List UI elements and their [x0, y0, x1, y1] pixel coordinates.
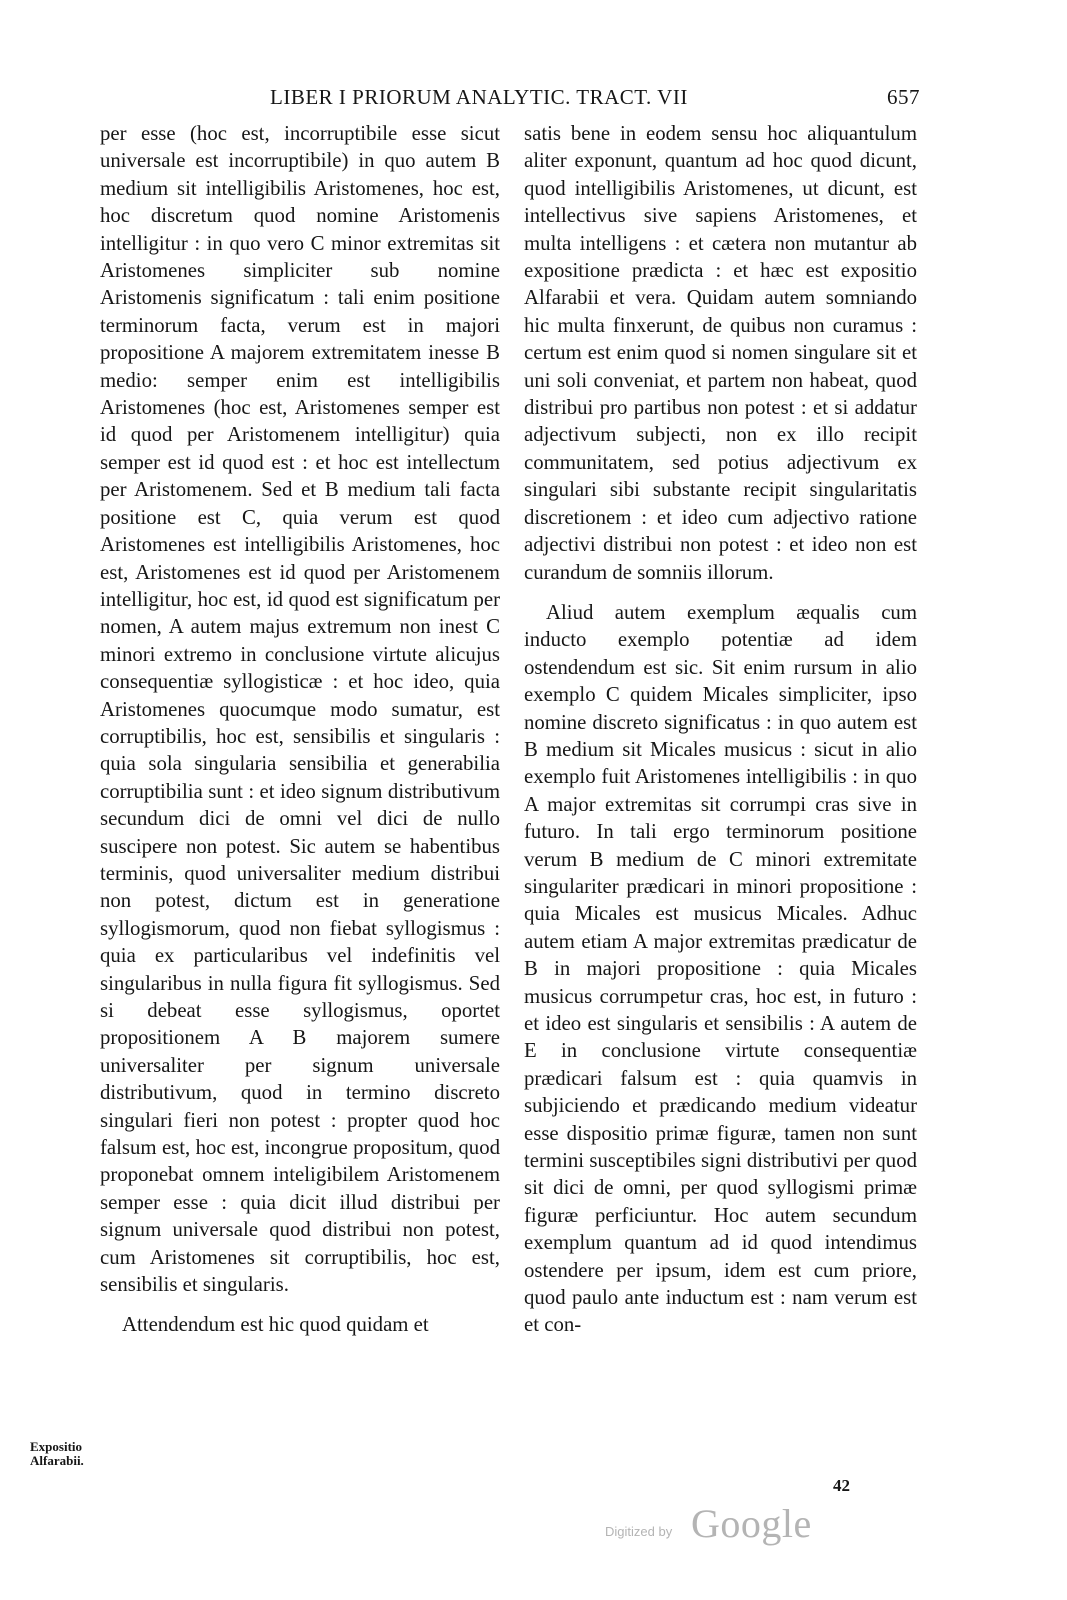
digitized-watermark — [605, 1500, 835, 1550]
running-head — [270, 80, 920, 114]
marginal-note — [30, 1440, 100, 1468]
left-column — [100, 120, 500, 1339]
marginal-note-line: Alfarabii. — [30, 1453, 84, 1468]
signature-mark: 42 — [833, 1476, 850, 1495]
right-column — [524, 120, 917, 1339]
paragraph: Attendendum est hic quod quidam et — [122, 1313, 429, 1337]
paragraph: satis bene in eodem sensu hoc aliquantulum aliter exponunt, quantum ad hoc quod dicunt, quod intelligibilis Aristomenes, ut dicunt, est intellectivus sive sapiens Aristomenes, et multa intelligens : et cætera non mutantur ab expositione prædicta : et hæc est expositio Alfarabii et vera. Quidam autem somniando hic multa finxerunt, de quibus non curamus : certum est enim quod si nomen singulare sit et uni soli conveniat, et partem non habeat, quod distribui pro partibus non potest : et si addatur adjectivum subjecti, non ex illo recipit communitatem, sed potius adjectivum ex singulari sibi substante recipit singularitatis discretionem : et ideo cum adjectivo ratione adjectivi distribui non potest : et ideo non est curandum de somniis illorum. — [524, 122, 917, 584]
page-number: 657 — [887, 85, 920, 109]
paragraph: per esse (hoc est, incorruptibile esse sicut universale est incorruptibile) in quo autem B medium sit intelligibilis Aristomenes, hoc est, hoc discretum quod nomine Aristomenis intelligitur : in quo vero C minor extremitas sit Aristomenes simpliciter sub nomine Aristomenis significatum : tali enim positione terminorum facta, verum est in majori propositione A majorem extremitatem inesse B medio: semper enim est intelligibilis Aristomenes (hoc est, Aristomenes semper est id quod per Aristomenem intelligitur) quia semper est id quod est : et hoc est intellectum per Aristomenem. Sed et B medium tali facta positione est C, quia verum est quod Aristomenes est intelligibilis Aristomenes, hoc est, Aristomenes est id quod per Aristomenem intelligitur, hoc est, id quod est significatum per nomen, A autem majus extremum non inest C minori extremo in conclusione virtute alicujus consequentiæ syllogisticæ : et hoc ideo, quia Aristomenes quocumque modo sumatur, est corruptibilis, hoc est, sensibilis et singularis : quia sola singularia sensibilia et generabilia corruptibilia sunt : et ideo signum distributivum secundum dici de omni vel dici de nullo suscipere non potest. Sic autem se habentibus terminis, quod universaliter medium distribui non potest, dictum est in generatione syllogismorum, quod non fiebat syllogismus : quia ex particularibus vel indefinitis vel singularibus in nulla figura fit syllogismus. Sed si debeat esse syllogismus, oportet propositionem A B majorem sumere universaliter per signum universale distributivum, quod in termino discreto singulari fieri non potest : propter quod hoc falsum est, hoc est, incongrue propositum, quod proponebat omnem inteligibilem Aristomenem semper esse : quia dicit illud distribui per signum universale quod distribui non potest, cum Aristomenes sit corruptibilis, hoc est, sensibilis et singularis. — [100, 122, 500, 1297]
paragraph: Aliud autem exemplum æqualis cum inducto exemplo potentiæ ad idem ostendendum est sic. Sit enim rursum in alio exemplo C quidem Micales simpliciter, ipso nomine discreto significatus : in quo autem est B medium sit Micales musicus : sicut in alio exemplo fuit Aristomenes intelligibilis : in quo A major extremitas sit corrumpi cras sive in futuro. In tali ergo terminorum positione verum B medium de C minori extremitate singulariter prædicari in minori propositione : quia Micales est musicus Micales. Adhuc autem etiam A major extremitas prædicatur de B in majori propositione : quia Micales musicus corrumpetur cras, hoc est, in futuro : et ideo est singularis et sensibilis : A autem de E in conclusione virtute consequentiæ prædicari falsum est : quia quamvis in subjiciendo et prædicando medium videatur esse dispositio primæ figuræ, tamen non sunt termini susceptibiles signi distributivi per quod sit dici de omni, per quod syllogismi primæ figuræ perficiuntur. Hoc autem secundum exemplum quantum ad id quod intendimus ostendere per ipsum, idem est cum priore, quod paulo ante inductum est : nam verum est et con- — [524, 600, 917, 1337]
google-logo: Google — [691, 1501, 812, 1546]
marginal-note-line: Expositio — [30, 1439, 83, 1454]
watermark-prefix: Digitized by — [605, 1524, 673, 1539]
running-title: LIBER I PRIORUM ANALYTIC. TRACT. VII — [270, 85, 688, 109]
